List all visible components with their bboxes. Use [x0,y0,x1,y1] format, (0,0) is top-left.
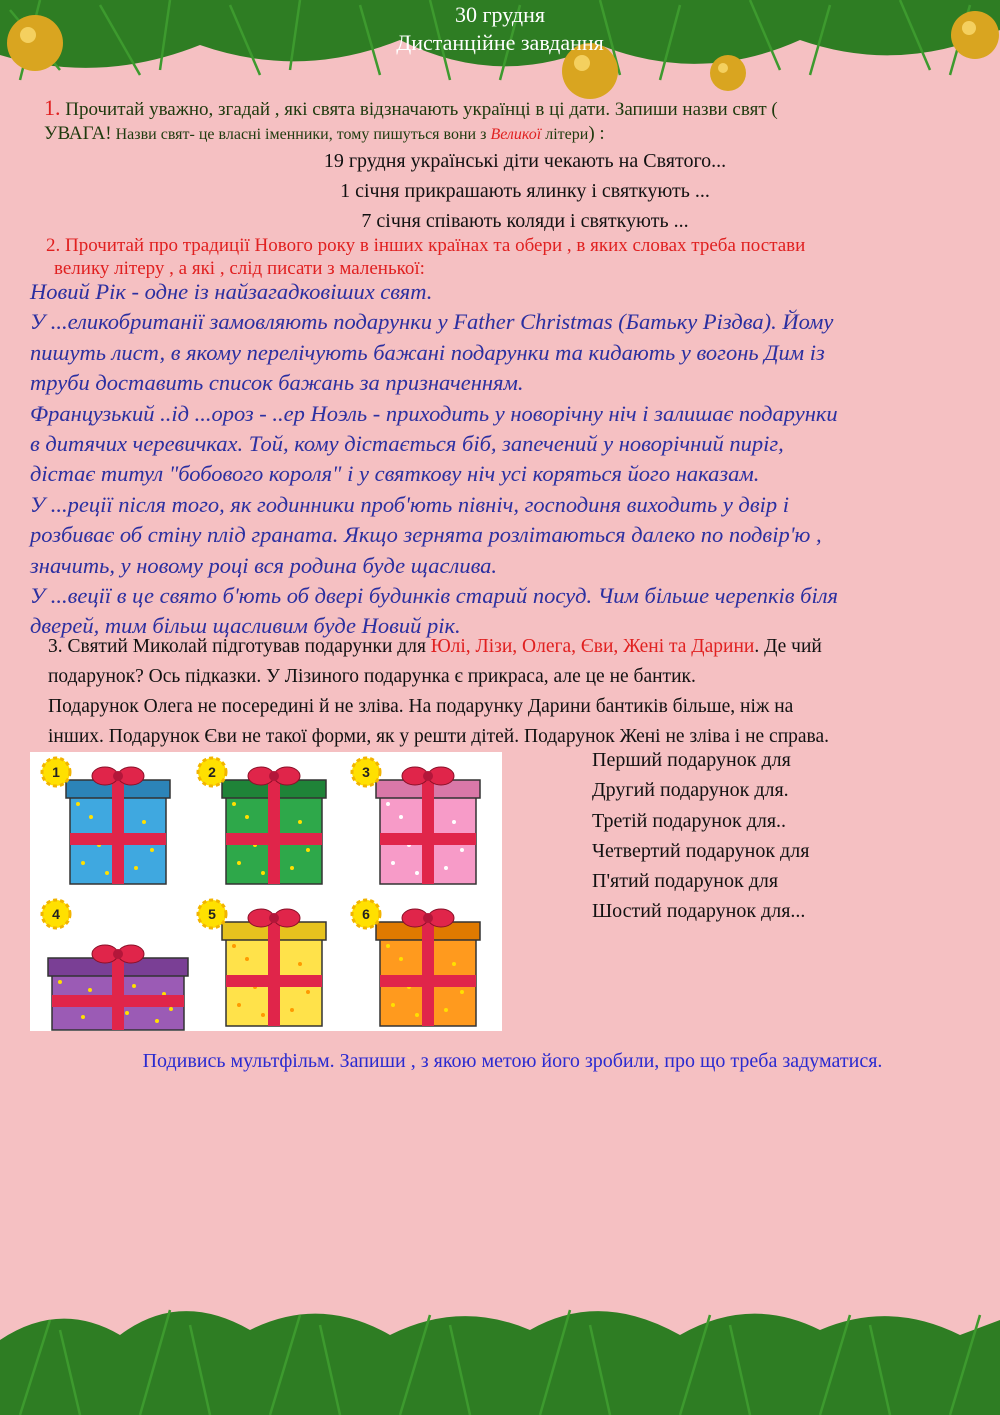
story-line: У ...еликобританії замовляють подарунки у Father Christmas (Батьку Різдва). Йому [30,309,834,335]
story-line: розбиває об стіну плід граната. Якщо зернята розлітаються далеко по подвір'ю , [30,522,822,548]
story-line: пишуть лист, в якому перелічують бажані подарунки та кидають у вогонь Дим із [30,339,825,365]
gift-2 [198,758,326,884]
answer-line-3[interactable]: Третій подарунок для.. [592,809,787,832]
task1-instruction [44,96,994,147]
story-line: У ...реції після того, як годинники проб'ють північ, господиня виходить у двір і [30,491,789,517]
story-line: У ...веції в це свято б'ють об двері будинків старий посуд. Чим більше черепків біля [30,582,838,608]
story-line: дістає титул "бобового короля" і у святкову ніч усі коряться його наказам. [30,461,760,487]
story-line: Французький ..ід ...ороз - ..ер Ноэль - приходить у новорічну ніч і залишає подарунки [30,400,838,426]
gift-number-label: 2 [208,764,216,780]
gift-number-label: 3 [362,764,370,780]
task1-line-1: 19 грудня українські діти чекають на Святого... [323,150,727,172]
gift-1 [42,758,170,884]
task1-line-2: 1 січня прикрашають ялинку і святкують ... [340,180,710,202]
gift-number-label: 5 [208,906,216,922]
task1-attention: УВАГА! [44,123,112,144]
answer-line-4[interactable]: Четвертий подарунок для [592,839,810,862]
gift-5 [198,900,326,1026]
story-line: труби доставить список бажань за призначенням. [30,370,524,396]
story-line: дверей, тим більш щасливим буде Новий рік. [30,613,461,639]
answer-line-2[interactable]: Другий подарунок для. [592,779,789,802]
task3-intro-text: 3. Святий Миколай підготував подарунки для [48,636,431,657]
task3-intro [48,632,1000,662]
task1-closing: ) : [588,123,605,144]
ornament-small-icon [705,50,751,96]
task2-story [30,277,1000,642]
task3-after-names: . Де чий [754,636,822,657]
task1-note-start: Назви свят- це власні іменники, тому пишуться вони з [111,126,491,143]
gifts-illustration [30,752,502,1031]
task1-note-end: літери [541,126,589,143]
task3-clue-2: Подарунок Олега не посередині й не зліва. На подарунку Дарини бантиків більше, ніж на [48,696,794,717]
gift-4 [42,900,188,1030]
answers-list [592,745,809,927]
answer-line-1[interactable]: Перший подарунок для [592,749,791,771]
task2-instruction-line2: велику літеру , а які , слід писати з маленької: [54,258,425,279]
gifts-image [30,752,502,1031]
gift-3 [352,758,480,884]
task3-clue-1: подарунок? Ось підказки. У Лізиного подарунка є прикраса, але це не бантик. [48,666,696,687]
gift-number-label: 6 [362,906,370,922]
task1-text: Прочитай уважно, згадай , які свята відзначають українці в ці дати. Запиши назви свят ( [60,99,778,120]
final-task: Подивись мультфільм. Запиши , з якою метою його зробили, про що треба задуматися. [142,1050,883,1072]
gift-number-label: 1 [52,764,60,780]
answer-line-5[interactable]: П'ятий подарунок для [592,870,779,893]
task2-instruction-line1: 2. Прочитай про традиції Нового року в інших країнах та обери , в яких словах треба постави [46,235,806,256]
story-line: значить, у новому році вся родина буде щаслива. [30,552,498,578]
bottom-pine-garland [0,1280,1000,1415]
task1-note-word: Великої [490,126,542,143]
task3-names: Юлі, Лізи, Олега, Єви, Жені та Дарини [430,636,755,657]
gift-number-label: 4 [52,906,60,922]
gift-6 [352,900,480,1026]
story-line: в дитячих черевичках. Той, кому дістається біб, запечений у новорічний пиріг, [30,430,784,456]
header-date: 30 грудня [455,2,545,27]
task3-clue-3: інших. Подарунок Єви не такої форми, як у решти дітей. Подарунок Жені не зліва і не справа. [48,726,830,747]
story-line: Новий Рік - одне із найзагадковіших свят. [30,279,433,304]
task1-number: 1. [44,95,61,120]
header-subtitle: Дистанційне завдання [396,30,604,55]
answer-line-6[interactable]: Шостий подарунок для... [592,900,806,923]
task1-line-3: 7 січня співають коляди і святкують ... [361,210,689,232]
